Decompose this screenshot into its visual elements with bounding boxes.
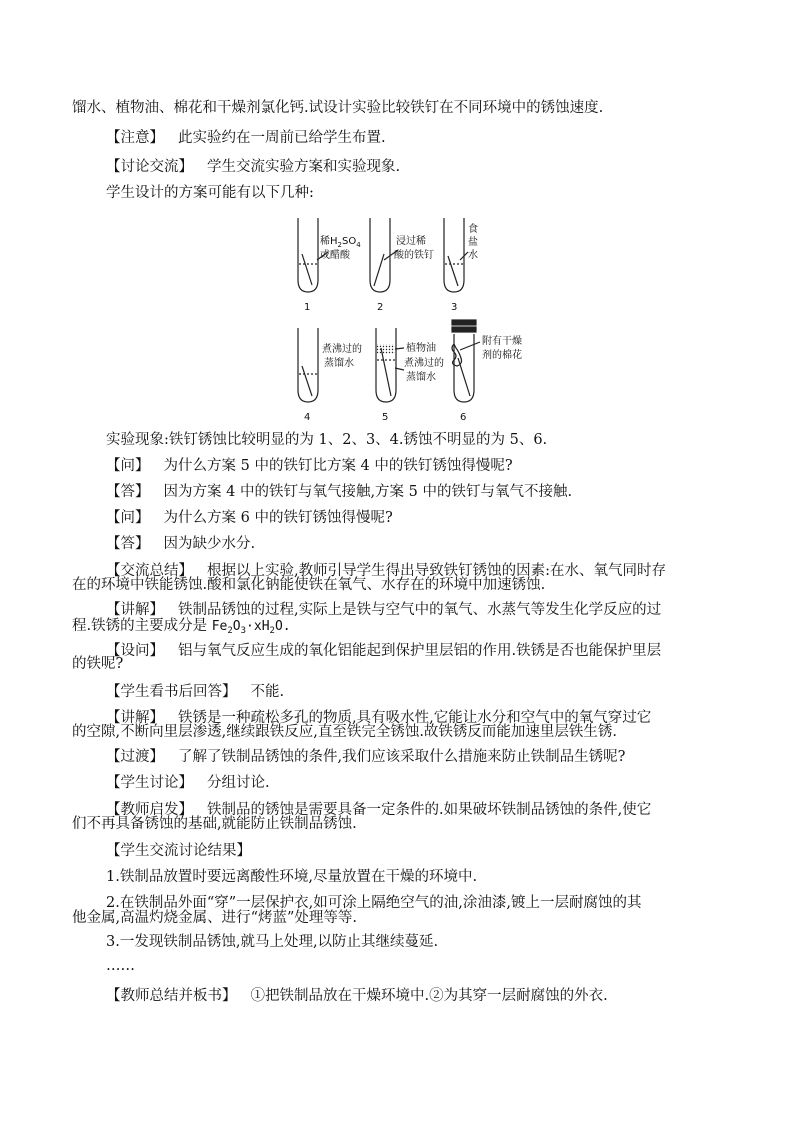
text: 根据以上实验,教师引导学生得出导致铁钉锈蚀的因素:在水、氧气同时存 bbox=[207, 563, 666, 579]
text: 分组讨论. bbox=[207, 775, 270, 791]
section-tag: 【教师总结并板书】 bbox=[106, 988, 237, 1004]
nail-5 bbox=[381, 348, 391, 396]
label-tube-5-line2: 煮沸过的 bbox=[404, 358, 444, 369]
text: 馏水、植物油、棉花和干燥剂氯化钙.试设计实验比较铁钉在不同环境中的锈蚀速度. bbox=[72, 100, 604, 116]
nail-6 bbox=[458, 358, 470, 396]
text: 学生设计的方案可能有以下几种: bbox=[106, 185, 314, 201]
text: 3.一发现铁制品锈蚀,就马上处理,以防止其继续蔓延. bbox=[106, 934, 439, 950]
label-tube-5-line3: 蒸馏水 bbox=[406, 372, 436, 383]
nail-4 bbox=[302, 366, 312, 396]
section-tag: 【教师启发】 bbox=[106, 802, 193, 818]
summary-line-2 bbox=[72, 575, 545, 595]
plans-intro bbox=[106, 183, 314, 203]
text: 了解了铁制品锈蚀的条件,我们应该采取什么措施来防止铁制品生锈呢? bbox=[178, 749, 626, 765]
ask-line-1 bbox=[106, 641, 661, 661]
tube-number-5: 5 bbox=[382, 412, 389, 423]
text: 此实验约在一周前已给学生布置. bbox=[178, 130, 386, 146]
test-tube-3 bbox=[444, 218, 464, 292]
note-line bbox=[106, 128, 386, 148]
section-tag: 【讨论交流】 bbox=[106, 159, 193, 175]
rust-formula: $Fe_2O_3\cdot xH_2O$. bbox=[211, 619, 291, 636]
text: 学生交流实验方案和实验现象. bbox=[207, 159, 401, 175]
transition-line bbox=[106, 747, 625, 767]
label-tube-6-line1: 附有干燥 bbox=[482, 336, 522, 347]
text: 的空隙,不断向里层渗透,继续跟铁反应,直至铁完全锈蚀.故铁锈反而能加速里层铁生锈. bbox=[72, 724, 618, 740]
section-tag: 【交流总结】 bbox=[106, 563, 193, 579]
label-tube-2-line2: 酸的铁钉 bbox=[394, 250, 434, 261]
question-2 bbox=[106, 508, 393, 528]
ask-line-2 bbox=[72, 654, 123, 674]
section-tag: 【答】 bbox=[106, 484, 150, 500]
section-tag: 【问】 bbox=[106, 510, 150, 526]
text: ①把铁制品放在干燥环境中.②为其穿一层耐腐蚀的外衣. bbox=[250, 988, 608, 1004]
tube-number-2: 2 bbox=[377, 302, 384, 313]
text: 铁制品锈蚀的过程,实际上是铁与空气中的氧气、水蒸气等发生化学反应的过 bbox=[178, 602, 662, 618]
text: 在的环境中铁能锈蚀.酸和氯化钠能使铁在氧气、水存在的环境中加速锈蚀. bbox=[72, 577, 546, 593]
student-reply bbox=[106, 682, 284, 702]
teacher-summary bbox=[106, 986, 608, 1006]
tube-number-3: 3 bbox=[451, 302, 458, 313]
result-item-1 bbox=[106, 867, 477, 887]
test-tubes-diagram bbox=[280, 210, 522, 425]
explanation-2-line-2 bbox=[72, 722, 617, 742]
text: 铁制品的锈蚀是需要具备一定条件的.如果破坏铁制品锈蚀的条件,使它 bbox=[207, 802, 652, 818]
test-tube-5 bbox=[376, 328, 396, 402]
label-tube-6-line2: 剂的棉花 bbox=[482, 350, 522, 361]
label-tube-4-line2: 蒸馏水 bbox=[324, 358, 354, 369]
label-tube-2-line1: 浸过稀 bbox=[396, 236, 426, 247]
label-tube-3-char3: 水 bbox=[468, 250, 478, 261]
section-tag: 【问】 bbox=[106, 458, 150, 474]
text: 程.铁锈的主要成分是 bbox=[72, 618, 212, 634]
section-tag: 【学生交流讨论结果】 bbox=[106, 843, 251, 859]
test-tube-1 bbox=[298, 218, 318, 292]
text: 因为方案 4 中的铁钉与氧气接触,方案 5 中的铁钉与氧气不接触. bbox=[163, 484, 573, 500]
group-discussion bbox=[106, 773, 270, 793]
label-tube-4-line1: 煮沸过的 bbox=[322, 344, 362, 355]
text: 们不再具备锈蚀的基础,就能防止铁制品锈蚀. bbox=[72, 816, 357, 832]
explanation-1-line-2 bbox=[72, 616, 291, 637]
nail-1 bbox=[302, 254, 312, 285]
section-tag: 【讲解】 bbox=[106, 710, 164, 726]
paragraph-materials bbox=[72, 98, 603, 118]
test-tube-6 bbox=[454, 334, 474, 402]
section-tag: 【答】 bbox=[106, 536, 150, 552]
text: 2.在铁制品外面“穿”一层保护衣,如可涂上隔绝空气的油,涂油漆,镀上一层耐腐蚀的其 bbox=[106, 895, 642, 911]
test-tube-2 bbox=[370, 218, 390, 292]
label-tube-1-line2: 或醋酸 bbox=[320, 250, 350, 261]
discussion-line bbox=[106, 157, 400, 177]
text: 他金属,高温灼烧金属、进行“烤蓝”处理等等. bbox=[72, 910, 358, 926]
section-tag: 【讲解】 bbox=[106, 602, 164, 618]
section-tag: 【过渡】 bbox=[106, 749, 164, 765]
answer-1 bbox=[106, 482, 572, 502]
label-tube-1-line1: 稀$H_2SO_4$ bbox=[320, 236, 361, 249]
text: …… bbox=[106, 958, 135, 974]
text: 因为缺少水分. bbox=[163, 536, 256, 552]
section-tag: 【学生看书后回答】 bbox=[106, 684, 237, 700]
section-tag: 【学生讨论】 bbox=[106, 775, 193, 791]
text: 1.铁制品放置时要远离酸性环境,尽量放置在干燥的环境中. bbox=[106, 869, 478, 885]
text: 的铁呢? bbox=[72, 656, 124, 672]
experiment-figure bbox=[280, 210, 522, 425]
answer-2 bbox=[106, 534, 255, 554]
text: 铁锈是一种疏松多孔的物质,具有吸水性,它能让水分和空气中的氧气穿过它 bbox=[178, 710, 652, 726]
section-tag: 【设问】 bbox=[106, 643, 164, 659]
result-item-3 bbox=[106, 932, 438, 952]
nail-3 bbox=[448, 256, 458, 286]
question-1 bbox=[106, 456, 513, 476]
text: 为什么方案 5 中的铁钉比方案 4 中的铁钉锈蚀得慢呢? bbox=[163, 458, 513, 474]
label-tube-5-line1: 植物油 bbox=[406, 343, 436, 354]
stopper-top bbox=[452, 320, 476, 325]
text: 不能. bbox=[250, 684, 285, 700]
tube-number-6: 6 bbox=[460, 412, 467, 423]
tube-number-4: 4 bbox=[304, 412, 311, 423]
text: 铝与氧气反应生成的氧化铝能起到保护里层铝的作用.铁锈是否也能保护里层 bbox=[178, 643, 662, 659]
label-tube-3-char2: 盐 bbox=[468, 237, 478, 248]
stopper-bottom bbox=[452, 327, 476, 332]
nail-2 bbox=[374, 254, 384, 286]
teacher-hint-line-2 bbox=[72, 814, 357, 834]
experiment-phenomenon bbox=[106, 430, 547, 450]
tube-number-1: 1 bbox=[304, 302, 311, 313]
ellipsis bbox=[106, 956, 135, 976]
test-tube-4 bbox=[298, 328, 318, 402]
label-tube-3-char1: 食 bbox=[468, 224, 478, 235]
text: 为什么方案 6 中的铁钉锈蚀得慢呢? bbox=[163, 510, 393, 526]
text: 实验现象:铁钉锈蚀比较明显的为 1、2、3、4.锈蚀不明显的为 5、6. bbox=[106, 432, 548, 448]
result-item-2-line-2 bbox=[72, 908, 357, 928]
results-title bbox=[106, 841, 251, 861]
section-tag: 【注意】 bbox=[106, 130, 164, 146]
